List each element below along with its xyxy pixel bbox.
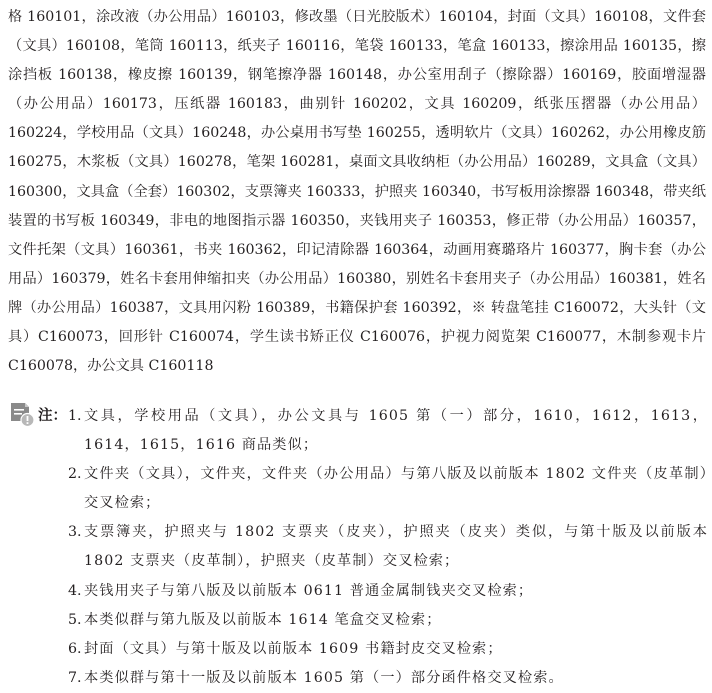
note-exclamation-icon <box>8 400 36 428</box>
note-text: 文具，学校用品（文具），办公文具与 1605 第（一）部分，1610，1612，1613，1614，1615，1616 商品类似； <box>84 408 708 454</box>
note-text: 封面（文具）与第十版及以前版本 1609 书籍封皮交叉检索； <box>84 640 503 657</box>
note-item <box>70 664 708 693</box>
note-number: 6. <box>68 640 82 657</box>
note-item <box>70 635 708 664</box>
note-number: 1. <box>68 408 82 424</box>
note-number: 5. <box>68 611 82 628</box>
note-list <box>70 402 708 693</box>
note-item <box>70 460 708 518</box>
note-number: 7. <box>68 669 82 686</box>
note-number: 4. <box>68 582 82 599</box>
note-item <box>70 577 708 606</box>
note-number: 3. <box>68 524 82 541</box>
note-text: 支票簿夹，护照夹与 1802 支票夹（皮夹），护照夹（皮夹）类似，与第十版及以前版本 1802 支票夹（皮革制），护照夹（皮革制）交叉检索； <box>84 524 708 570</box>
note-text: 文件夹（文具），文件夹，文件夹（办公用品）与第八版及以前版本 1802 文件夹（皮革制）交叉检索； <box>84 466 708 512</box>
note-item <box>70 402 708 460</box>
goods-list-paragraph: 格 160101，涂改液（办公用品）160103，修改墨（日光胶版术）160104，封面（文具）160108，文件套（文具）160108，笔筒 160113，纸夹子 160116，笔袋 160133，笔盒 160133，擦涂用品 160135，擦涂挡板 160138，橡皮擦 160139，钢笔擦净器 160148，办公室用刮子（擦除器）160169，胶面增湿器（办公用品）160173，压纸器 160183，曲别针 160202，文具 160209，纸张压摺器（办公用品）160224，学校用品（文具）160248，办公桌用书写垫 160255，透明软片（文具）160262，办公用橡皮筋 160275，木浆板（文具）160278，笔架 160281，桌面文具收纳柜（办公用品）160289，文具盒（文具）160300，文具盒（全套）160302，支票簿夹 160333，护照夹 160340，书写板用涂擦器 160348，带夹纸装置的书写板 160349，非电的地图指示器 160350，夹钱用夹子 160353，修正带（办公用品）160357，文件托架（文具）160361，书夹 160362，印记清除器 160364，动画用赛璐珞片 160377，胸卡套（办公用品）160379，姓名卡套用伸缩扣夹（办公用品）160380，别姓名卡套用夹子（办公用品）160381，姓名牌（办公用品）160387，文具用闪粉 160389，书籍保护套 160392，※ 转盘笔挂 C160072，大头针（文具）C160073，回形针 C160074，学生读书矫正仪 C160076，护视力阅览架 C160077，木制参观卡片 C160078，办公文具 C160118 <box>8 9 706 375</box>
note-number: 2. <box>68 466 82 483</box>
note-text: 夹钱用夹子与第八版及以前版本 0611 普通金属制钱夹交叉检索； <box>84 582 534 599</box>
note-label: 注： <box>38 408 67 424</box>
note-text: 本类似群与第十一版及以前版本 1605 第（一）部分函件格交叉检索。 <box>84 669 564 686</box>
note-item <box>70 606 708 635</box>
note-text: 本类似群与第九版及以前版本 1614 笔盒交叉检索； <box>84 611 442 628</box>
note-item <box>70 518 708 576</box>
